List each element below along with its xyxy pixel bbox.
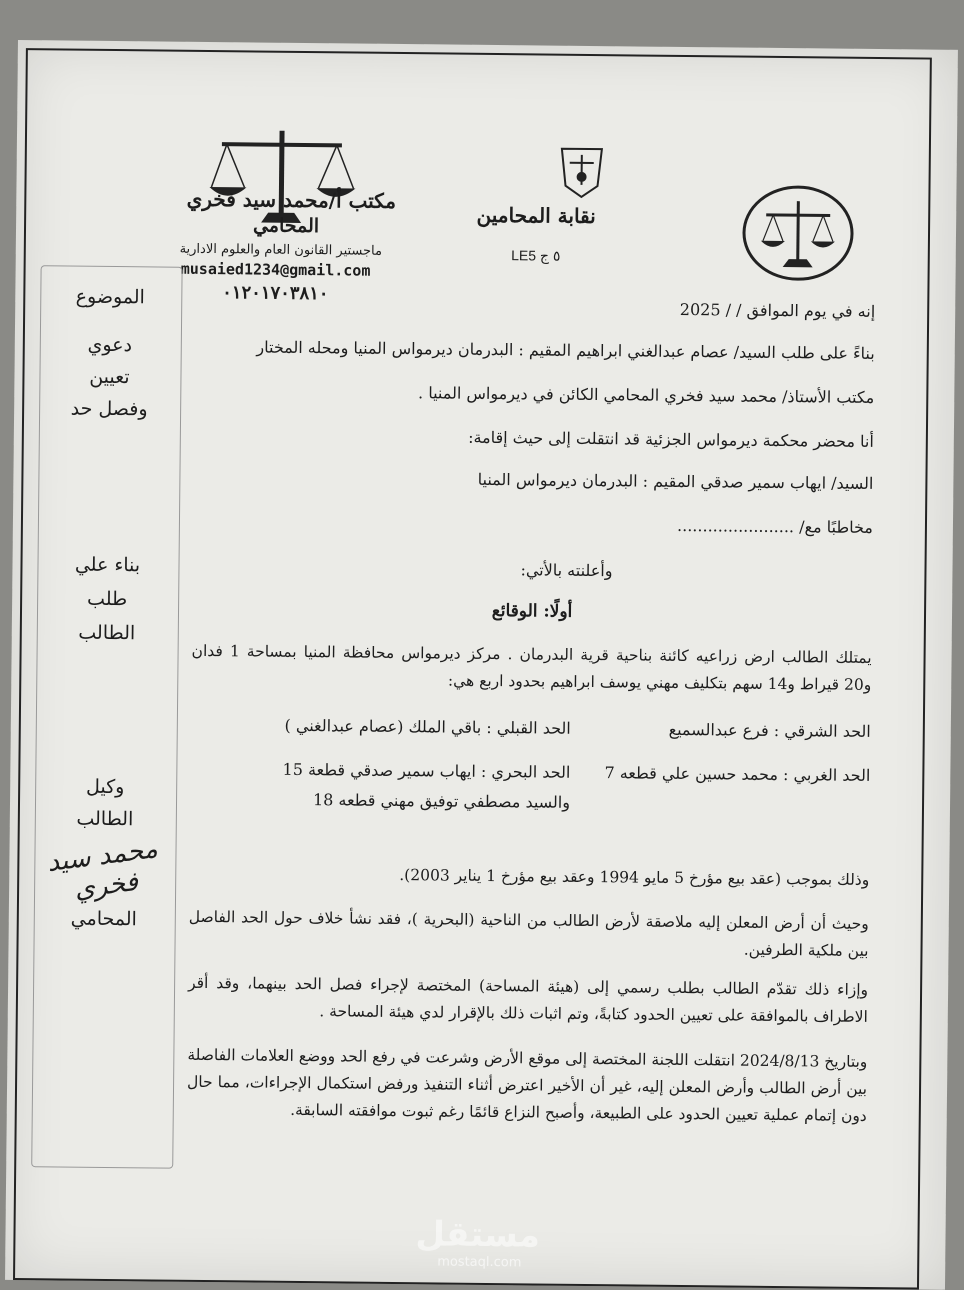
syndicate-name: نقابة المحامين <box>476 203 596 228</box>
office-phone: ٠١٢٠١٧٠٣٨١٠ <box>140 281 410 305</box>
syndicate-emblem-icon <box>551 141 612 202</box>
request-line: طلب <box>37 582 177 615</box>
bailiff-line: أنا محضر محكمة ديرمواس الجزئية قد انتقلت إلى حيث إقامة: <box>468 427 874 453</box>
handwritten-signature: محمد سيد فخري <box>26 832 182 911</box>
border-north-2: والسيد مصطفي توفيق مهني قطعه 18 <box>313 789 570 814</box>
stamp-code: LE5 ٥ ج <box>471 247 601 265</box>
lawyers-circle-emblem-icon <box>740 183 856 284</box>
watermark-site: mostaql.com <box>437 1254 521 1270</box>
date-line: إنه في يوم الموافق / / 2025 <box>680 299 876 323</box>
subject-line: دعوي <box>40 328 180 361</box>
border-north: الحد البحري : ايهاب سمير صدقي قطعة 15 <box>282 759 570 784</box>
subject-line: وفصل حد <box>39 392 179 425</box>
paragraph-survey-request: وإزاء ذلك تقدّم الطالب بطلب رسمي إلى (هيئة المساحة) المختصة لإجراء فصل الحد بينهما، وقد أقر الاطراف بالموافقة على تعيين الحدود كتابةً، وتم اثبات ذلك بالإقرار لدي هيئة المساحة . <box>188 970 869 1031</box>
subject-line: تعيين <box>39 360 179 393</box>
office-name: مكتب أ/محمد سيد فخري <box>146 186 436 213</box>
request-line: بناء علي <box>37 548 177 581</box>
office-degree: ماجستير القانون العام والعلوم الادارية <box>121 241 441 259</box>
office-line: مكتب الأستاذ/ محمد سيد فخري المحامي الكائن في ديرمواس المنيا . <box>418 382 874 409</box>
agent-title: المحامي <box>34 902 174 935</box>
border-south: الحد القبلي : باقي الملك (عصام عبدالغني ) <box>284 715 570 740</box>
office-email: musaied1234@gmail.com <box>141 259 411 280</box>
announce-line: وأعلنته بالأتي: <box>520 559 612 582</box>
paragraph-contracts: وذلك بموجب (عقد بيع مؤرخ 5 مايو 1994 وعقد بيع مؤرخ 1 يناير 2003). <box>189 860 869 894</box>
border-east: الحد الشرقي : فرع عبدالسميع <box>669 719 871 743</box>
agent-line: وكيل <box>35 770 175 803</box>
paragraph-dispute: وحيث أن أرض المعلن إليه ملاصقة لأرض الطالب من الناحية (البحرية )، فقد نشأ خلاف حول الحد الفاصل بين ملكية الطرفين. <box>188 904 869 965</box>
paragraph-land: يمتلك الطالب ارض زراعيه كائنة بناحية قرية البدرمان . مركز ديرمواس محافظة المنيا بمساحة 1 فدان و20 قيراط و14 سهم بتكليف مهني يوسف ابراهيم بحدود اربع هي: <box>191 638 872 699</box>
agent-line: الطالب <box>35 802 175 835</box>
document-page <box>5 40 958 1290</box>
request-line: الطالب <box>37 616 177 649</box>
facts-heading: أولًا: الوقائع <box>432 600 632 622</box>
watermark-brand: مستقل <box>415 1214 540 1255</box>
paragraph-committee: وبتاريخ 2024/8/13 انتقلت اللجنة المختصة إلى موقع الأرض وشرعت في رفع الحد ووضع العلامات الفاصلة بين أرض الطالب وأرض المعلن إليه، غير أن الأخير اعترض أثناء التنفيذ ورفض استكمال الإجراءات، مما حال دون إتمام عملية تعيين الحدود على الطبيعة، وأصبح النزاع قائمًا رغم ثبوت موافقته السابقة. <box>187 1042 868 1130</box>
request-line: بناءً على طلب السيد/ عصام عبدالغني ابراهيم المقيم : البدرمان ديرمواس المنيا ومحله المختار <box>256 337 875 365</box>
border-west: الحد الغربي : محمد حسين علي قطعه 7 <box>604 762 870 787</box>
addressed-line: مخاطبًا مع/ ....................... <box>677 515 873 539</box>
defendant-line: السيد/ ايهاب سمير صدقي المقيم : البدرمان ديرمواس المنيا <box>478 469 874 495</box>
subject-label: الموضوع <box>40 280 180 313</box>
office-title: المحامي <box>196 214 376 238</box>
